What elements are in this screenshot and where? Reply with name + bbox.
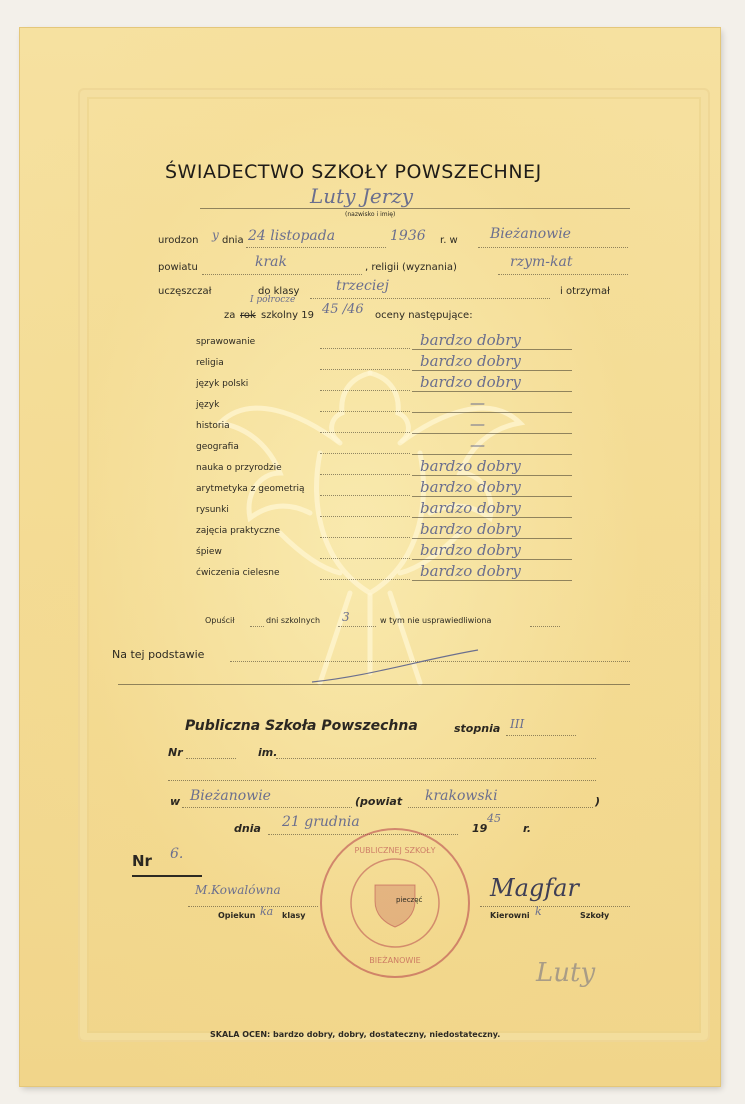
year-prefix: za (224, 310, 236, 321)
certificate-sheet (20, 28, 720, 1086)
missed-days-line (338, 626, 376, 627)
grading-scale: SKALA OCEN: bardzo dobry, dobry, dostateczny, niedostateczny. (210, 1030, 501, 1039)
birth-year: 1936 (390, 228, 426, 244)
location-line (182, 807, 352, 808)
birth-place: Bieżanowie (490, 226, 571, 242)
subject-grade: bardzo dobry (420, 562, 521, 580)
subject-grade: bardzo dobry (420, 457, 521, 475)
year-label: szkolny 19 (261, 310, 314, 321)
subject-name: śpiew (196, 547, 222, 557)
certificate-title: ŚWIADECTWO SZKOŁY POWSZECHNEJ (165, 161, 542, 183)
subject-name: język (196, 400, 220, 410)
subject-dots (320, 390, 410, 391)
powiat-close: ) (595, 795, 601, 808)
powiat-line (408, 807, 593, 808)
subject-grade: bardzo dobry (420, 541, 521, 559)
subject-grade: bardzo dobry (420, 499, 521, 517)
subject-grade: — (470, 415, 485, 433)
subject-name: arytmetyka z geometrią (196, 484, 305, 494)
subject-grade-line (412, 412, 572, 413)
subject-grade-line (412, 370, 572, 371)
religion-value: rzym-kat (510, 254, 573, 270)
subject-dots (320, 537, 410, 538)
nr-label: Nr (168, 746, 183, 759)
subject-grade: bardzo dobry (420, 478, 521, 496)
birth-date: 24 listopada (248, 228, 336, 244)
director-hw: k (535, 905, 542, 918)
subject-grade: bardzo dobry (420, 331, 521, 349)
subject-grade-line (412, 391, 572, 392)
issue-year: 45 (487, 812, 501, 825)
subject-dots (320, 474, 410, 475)
dnia-label: dnia (234, 822, 261, 835)
subject-dots (320, 411, 410, 412)
subject-name: religia (196, 358, 224, 368)
subject-grade-line (412, 538, 572, 539)
subject-dots (320, 432, 410, 433)
religion-label: , religii (wyznania) (365, 262, 457, 273)
subject-grade: — (470, 436, 485, 454)
extra-signature: Luty (536, 958, 596, 988)
subject-dots (320, 369, 410, 370)
district-line (202, 274, 362, 275)
school-seal-icon (315, 823, 475, 983)
subject-name: geografia (196, 442, 239, 452)
class-line (310, 298, 550, 299)
attended-label: uczęszczał (158, 286, 212, 297)
class-label: do klasy (258, 286, 300, 297)
tutor-prefix: Opiekun (218, 911, 256, 920)
basis-label: Na tej podstawie (112, 648, 205, 661)
district-value: krak (255, 254, 288, 270)
powiat-value: krakowski (425, 788, 498, 804)
in-label: r. w (440, 235, 458, 246)
director-rest: Szkoły (580, 911, 610, 920)
subject-name: język polski (196, 379, 249, 389)
day-label: dnia (222, 235, 244, 246)
seal-text: PUBLICZNEJ SZKOŁY (354, 846, 436, 855)
year-struck: rok (240, 310, 256, 321)
tutor-suffix: ka (260, 905, 274, 918)
director-line (480, 906, 630, 907)
seal-place: BIEŻANOWIE (369, 956, 421, 965)
birth-place-line (478, 247, 628, 248)
missed-days: 3 (342, 610, 350, 624)
school-year: 45 /46 (322, 302, 364, 317)
subject-dots (320, 516, 410, 517)
grades-suffix: oceny następujące: (375, 310, 473, 321)
degree-label: stopnia (454, 722, 501, 735)
tutor-signature: M.Kowalówna (195, 883, 281, 897)
religion-line (498, 274, 628, 275)
degree-line (506, 735, 576, 736)
subject-grade-line (412, 454, 572, 455)
name-caption: (nazwisko i imię) (345, 211, 396, 218)
im-line (276, 758, 596, 759)
subject-name: ćwiczenia cielesne (196, 568, 280, 578)
subject-grade-line (412, 433, 572, 434)
missed-dots (250, 626, 264, 627)
born-suffix: y (212, 228, 219, 242)
subject-grade-line (412, 349, 572, 350)
im-line-2 (168, 780, 596, 781)
subject-grade-line (412, 475, 572, 476)
birth-date-line (246, 247, 386, 248)
name-line (200, 208, 630, 209)
issue-year-prefix: 19 (472, 822, 488, 835)
missed-label: Opuścił (205, 616, 235, 625)
born-label: urodzon (158, 235, 199, 246)
subject-dots (320, 348, 410, 349)
im-label: im. (258, 746, 278, 759)
cert-nr: 6. (170, 846, 184, 862)
subject-name: rysunki (196, 505, 229, 515)
year-correction: I półrocze (250, 295, 296, 305)
degree-value: III (510, 717, 525, 731)
subject-dots (320, 495, 410, 496)
unexcused-label: w tym nie usprawiedliwiona (380, 616, 492, 625)
stamp-label: pieczęć (396, 896, 423, 904)
issue-date: 21 grudnia (282, 814, 360, 830)
school-name: Publiczna Szkoła Powszechna (185, 718, 418, 734)
tutor-label-rest: klasy (282, 911, 306, 920)
nr-line (186, 758, 236, 759)
subject-grade: bardzo dobry (420, 352, 521, 370)
missed-days-label: dni szkolnych (266, 616, 321, 625)
issue-r: r. (523, 822, 532, 835)
subject-grade: — (470, 394, 485, 412)
subject-grade: bardzo dobry (420, 520, 521, 538)
class-value: trzeciej (336, 278, 389, 294)
cert-nr-line (132, 875, 202, 877)
director-signature: Magfar (490, 874, 579, 902)
basis-strike (310, 646, 480, 686)
w-label: w (170, 795, 181, 808)
subject-name: historia (196, 421, 230, 431)
cert-nr-label: Nr (132, 852, 152, 870)
director-prefix: Kierowni (490, 911, 530, 920)
received-label: i otrzymał (560, 286, 610, 297)
location: Bieżanowie (190, 788, 271, 804)
subject-dots (320, 453, 410, 454)
powiat-label: (powiat (355, 795, 403, 808)
subject-dots (320, 579, 410, 580)
subject-grade-line (412, 559, 572, 560)
subject-name: zajęcia praktyczne (196, 526, 281, 536)
subject-grade-line (412, 496, 572, 497)
subject-grade-line (412, 580, 572, 581)
tutor-line (188, 906, 318, 907)
student-name: Luty Jerzy (310, 184, 414, 208)
subject-grade-line (412, 517, 572, 518)
subject-dots (320, 558, 410, 559)
district-label: powiatu (158, 262, 198, 273)
subject-name: sprawowanie (196, 337, 256, 347)
subject-name: nauka o przyrodzie (196, 463, 282, 473)
unexcused-line (530, 626, 560, 627)
subject-grade: bardzo dobry (420, 373, 521, 391)
